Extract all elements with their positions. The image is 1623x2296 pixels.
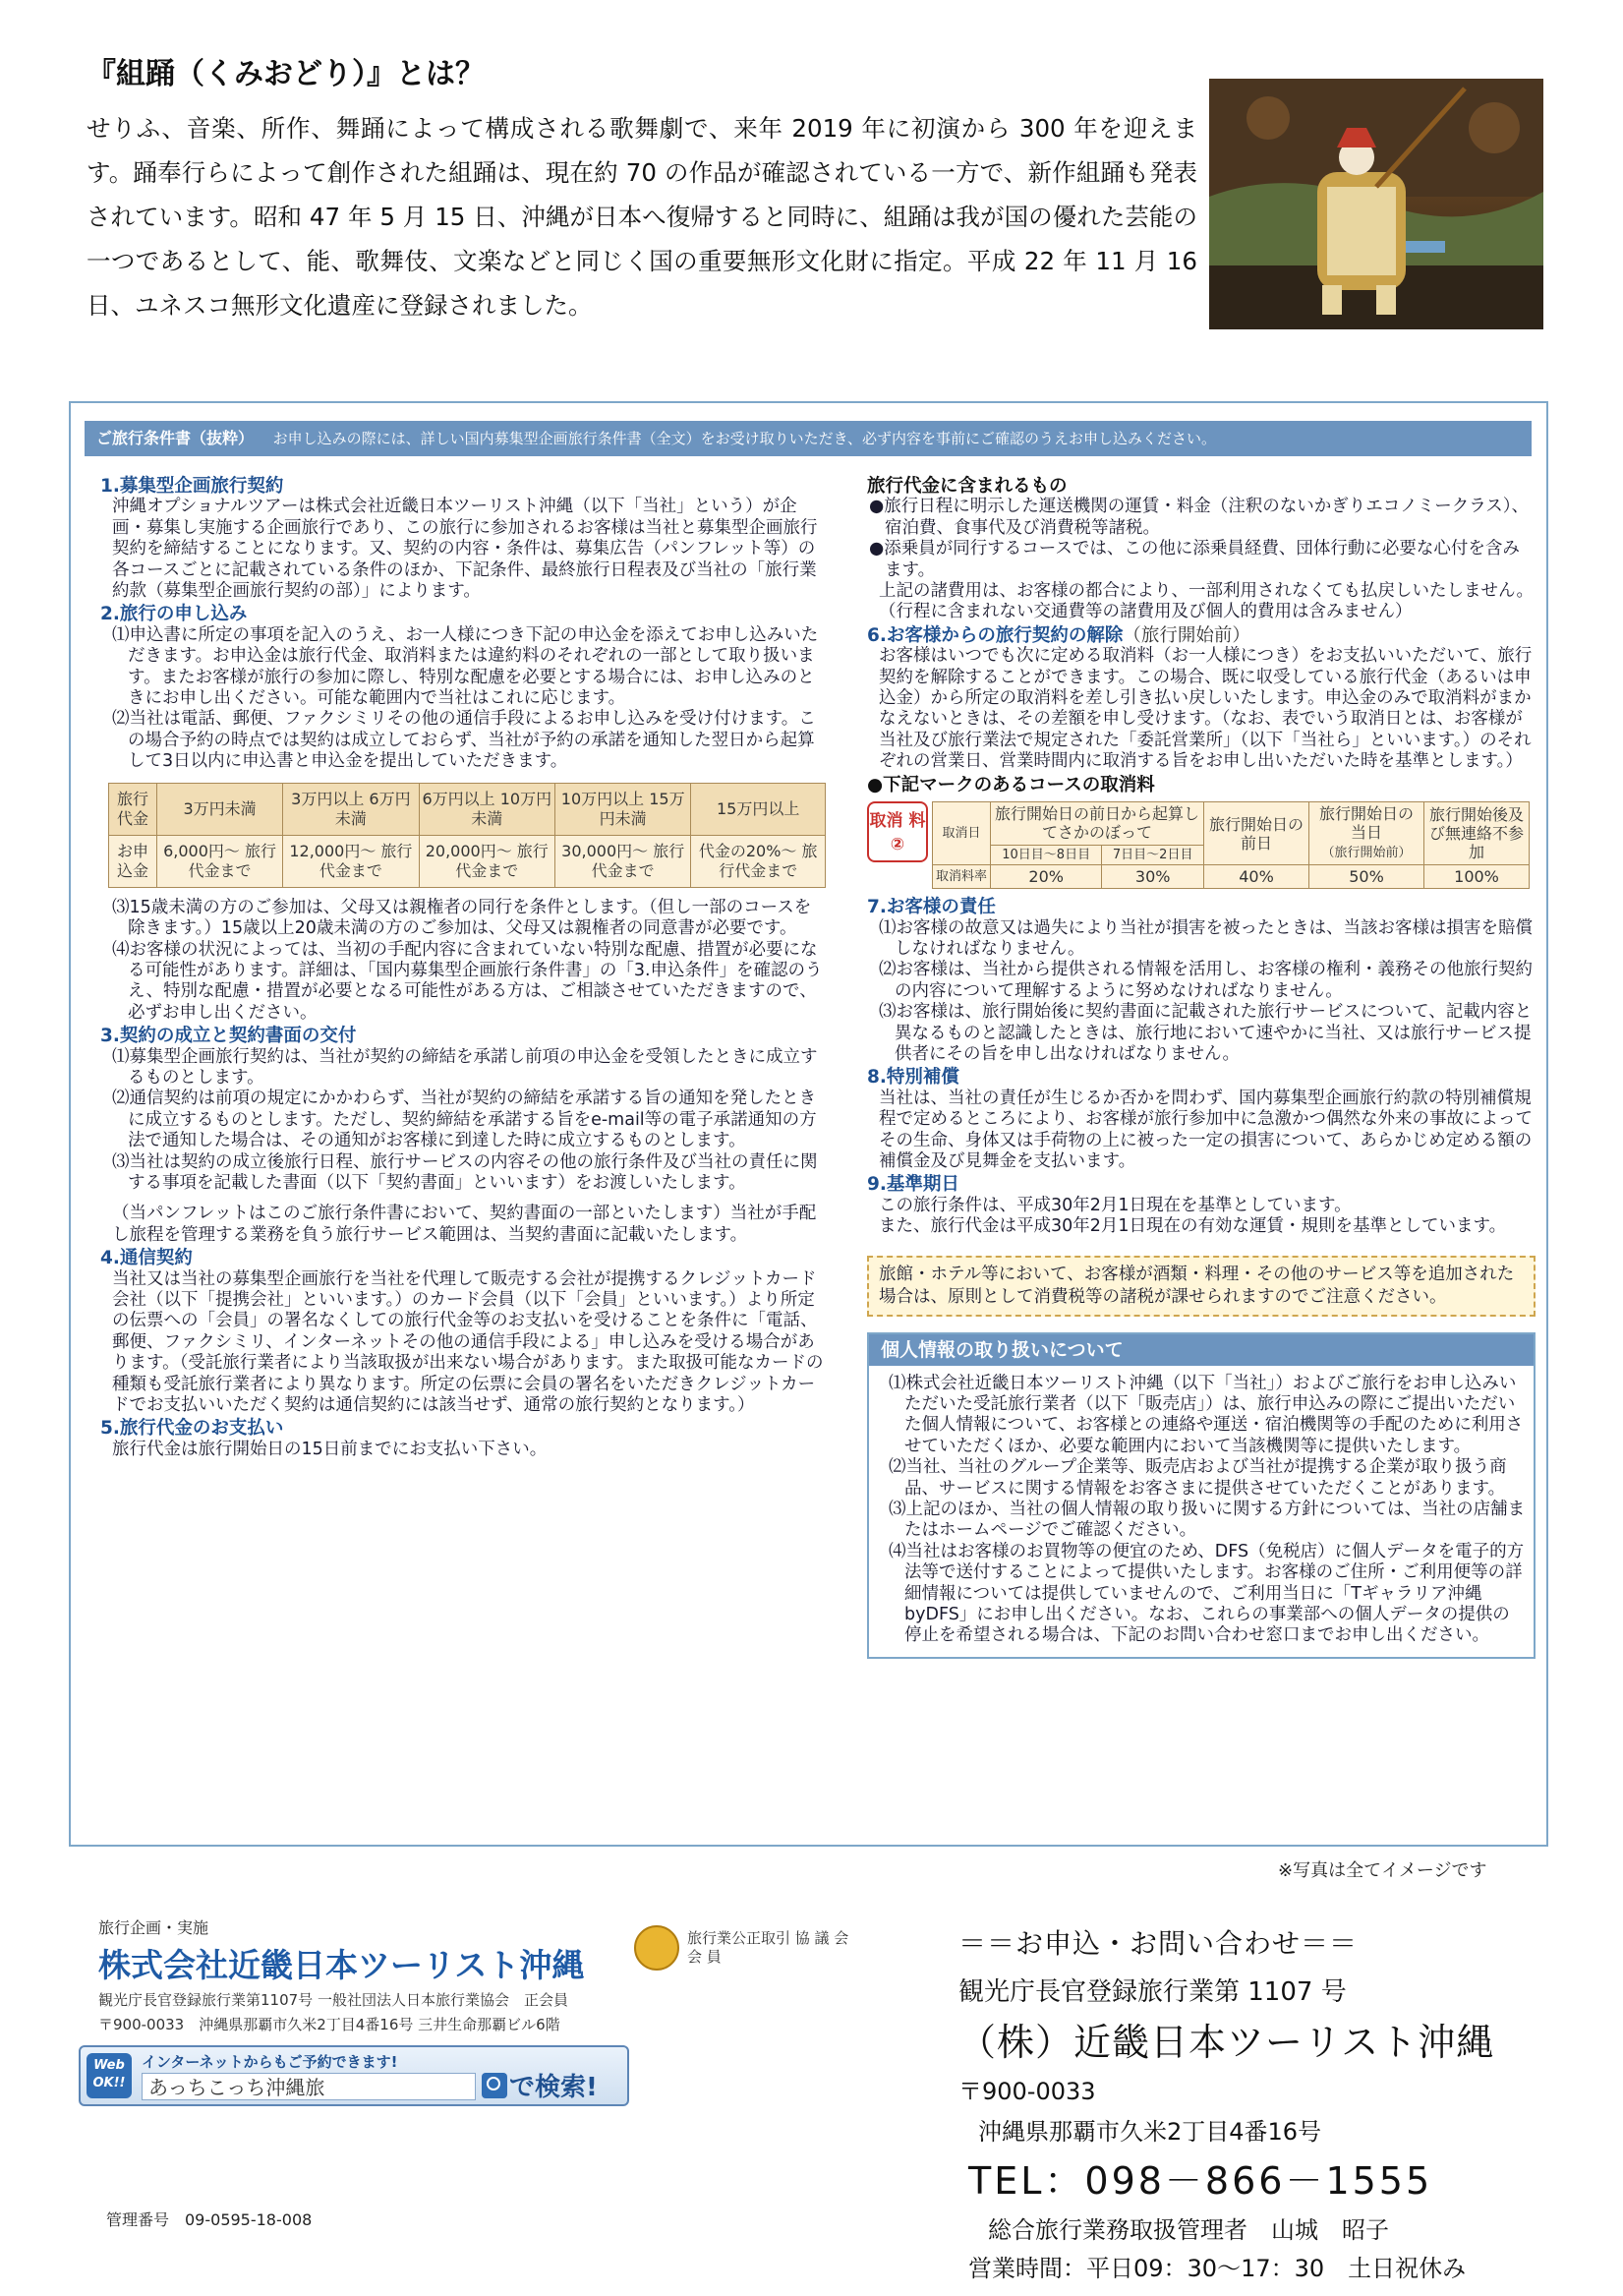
cancel-col3-note: （旅行開始前） bbox=[1321, 846, 1412, 861]
conditions-header-title: ご旅行条件書（抜粋） bbox=[96, 429, 255, 447]
conditions-header-note: お申し込みの際には、詳しい国内募集型企画旅行条件書（全文）をお受け取りいただき、必ず内容を事前にご確認のうえお申し込みください。 bbox=[272, 430, 1217, 447]
table-cell: 取消料率 bbox=[933, 865, 991, 889]
privacy-p2: ⑵当社、当社のグループ企業等、販売店および当社が提携する企業が取り扱う商品、サービスに関する情報をお客さまに提供させていただくことがあります。 bbox=[889, 1457, 1507, 1499]
tax-notice: 旅館・ホテル等において、お客様が酒類・料理・その他のサービス等を追加された場合は、原則として消費税等の諸税が課せられますのでご注意ください。 bbox=[867, 1256, 1536, 1317]
table-cell: 旅行開始日の前日から起算してさかのぼって bbox=[991, 802, 1204, 846]
management-number: 管理番号 09-0595-18-008 bbox=[106, 2210, 313, 2229]
table-cell bbox=[1309, 802, 1424, 865]
section-2-p4: ⑷お客様の状況によっては、当初の手配内容に含まれていない特別な配慮、措置が必要になる可能性があります。詳細は、「国内募集型企画旅行条件書」の「3.申込条件」を確認のうえ、特別な配慮・措置が必要となる可能性がある方は、ご相談させていただきますので、必ずお申し出ください。 bbox=[112, 939, 823, 1023]
conditions-header bbox=[85, 421, 1532, 456]
included-p2: ●添乗員が同行するコースでは、この他に添乗員経費、団体行動に必要な心付を含みます。 bbox=[869, 539, 1520, 580]
table-cell: 代金の20%～ 旅行代金まで bbox=[691, 835, 826, 887]
cancel-fee-table bbox=[932, 801, 1530, 889]
travel-conditions-box bbox=[69, 401, 1548, 1847]
table-row bbox=[933, 802, 1530, 846]
search-button[interactable]: で検索! bbox=[509, 2073, 598, 2102]
section-9-title: 9.基準期日 bbox=[867, 1174, 959, 1196]
section-9-p2: また、旅行代金は平成30年2月1日現在の有効な運賃・規則を基準としています。 bbox=[879, 1216, 1507, 1237]
section-2-p1: ⑴申込書に所定の事項を記入のうえ、お一人様につき下記の申込金を添えてお申し込みいただきます。お申込金は旅行代金、取消料または違約料のそれぞれの一部として取り扱います。またお客様が旅行の参加に際し、特別な配慮を必要とする場合には、お申し込みのときにお申し出ください。可能な範囲内で当社はこれに応じます。 bbox=[112, 624, 819, 709]
table-cell: 30,000円～ 旅行代金まで bbox=[554, 835, 690, 887]
contact-hours: 営業時間：平日09：30～17：30 土日祝休み bbox=[968, 2255, 1467, 2282]
section-4-text: 当社又は当社の募集型企画旅行を当社を代理して販売する会社が提携するクレジットカード会社（以下「提携会社」といいます。）のカード会員（以下「会員」といいます。）より所定の伝票への「会員」の署名なくしての旅行代金等のお支払いを受けることを条件に「電話、郵便、ファクシミリ、インターネットその他の通信手段による」申し込みを受ける場合があります。（受託旅行業者により当該取扱が出来ない場合があります。また取扱可能なカードの種類も受託旅行業者により異なります。所定の伝票に会員の署名をいただきクレジットカードでお支払いいただく契約は通信契約には該当せず、通常の旅行契約となります。） bbox=[112, 1268, 824, 1416]
table-cell: 40% bbox=[1204, 865, 1309, 889]
table-row bbox=[109, 783, 826, 835]
planning-label: 旅行企画・実施 bbox=[98, 1918, 209, 1937]
section-6-title bbox=[867, 625, 1536, 646]
organizer-company-name: 株式会社近畿日本ツーリスト沖縄 bbox=[98, 1946, 585, 1984]
privacy-body bbox=[869, 1366, 1534, 1657]
cancel-mark-badge: 取消 料② bbox=[867, 801, 928, 862]
contact-heading: ＝＝お申込・お問い合わせ＝＝ bbox=[958, 1927, 1359, 1960]
section-9-p1: この旅行条件は、平成30年2月1日現在を基準としています。 bbox=[879, 1195, 1352, 1215]
section-7-title: 7.お客様の責任 bbox=[867, 897, 996, 918]
section-8-title: 8.特別補償 bbox=[867, 1067, 959, 1089]
section-8-text: 当社は、当社の責任が生じるか否かを問わず、国内募集型企画旅行約款の特別補償規程で定めるところにより、お客様が旅行参加中に急激かつ偶然な外来の事故によってその生命、身体又は手荷物の上に被った一定の損害について、あらかじめ定める額の補償金及び見舞金を支払います。 bbox=[879, 1088, 1533, 1171]
table-cell: 3万円以上 6万円未満 bbox=[283, 783, 419, 835]
contact-registration: 観光庁長官登録旅行業第 1107 号 bbox=[958, 1977, 1347, 2007]
privacy-p1: ⑴株式会社近畿日本ツーリスト沖縄（以下「当社」）およびご旅行をお申し込みいただいた受託旅行業者（以下「販売店」）は、旅行申込みの際にご提出いただいた個人情報について、お客様との連絡や運送・宿泊機関等の手配のために利用させていただくほか、必要な範囲内において当該機関等に提供いたします。 bbox=[889, 1373, 1524, 1456]
section-4-title: 4.通信契約 bbox=[100, 1248, 193, 1269]
contact-phone: TEL：098－866－1555 bbox=[968, 2159, 1433, 2203]
association-badge bbox=[634, 1925, 850, 1971]
table-row bbox=[933, 865, 1530, 889]
table-cell: 20% bbox=[991, 865, 1102, 889]
cancel-col3-label: 旅行開始日の当日 bbox=[1319, 804, 1415, 843]
cancel-fee-block bbox=[867, 801, 1536, 889]
section-7-p3: ⑶お客様は、旅行開始後に契約書面に記載された旅行サービスについて、記載内容と異なるものと認識したときは、旅行地において速やかに当社、又は旅行サービス提供者にその旨を申し出なければなりません。 bbox=[879, 1002, 1533, 1064]
table-cell: お申込金 bbox=[109, 835, 157, 887]
section-2-p2: ⑵当社は電話、郵便、ファクシミリその他の通信手段によるお申し込みを受け付けます。この場合予約の時点では契約は成立しておらず、当社が予約の承諾を通知した翌日から起算して3日以内に申込書と申込金を提出していただきます。 bbox=[112, 709, 816, 772]
section-6-text: お客様はいつでも次に定める取消料（お一人様につき）をお支払いいただいて、旅行契約を解除することができます。この場合、既に収受している旅行代金（あるいは申込金）から所定の取消料を差し引き払い戻しいたします。申込金のみで取消料がまかなえないときは、その差額を申し受けます。（なお、表でいう取消日とは、お客様が当社及び旅行業法で規定された「委託営業所」（以下「当社ら」といいます。）のそれぞれの営業日、営業時間内に取消する旨をお申し出いただいた時を基準とします。） bbox=[879, 646, 1533, 772]
cancel-fee-title: ●下記マークのあるコースの取消料 bbox=[867, 774, 1155, 795]
deposit-table bbox=[108, 783, 826, 888]
table-cell: 旅行開始日の前日 bbox=[1204, 802, 1309, 865]
privacy-p3: ⑶上記のほか、当社の個人情報の取り扱いに関する方針については、当社の店舗またはホームページでご確認ください。 bbox=[889, 1500, 1526, 1541]
contact-manager: 総合旅行業務取扱管理者 山城 昭子 bbox=[988, 2216, 1389, 2244]
section-3-p3: ⑶当社は契約の成立後旅行日程、旅行サービスの内容その他の旅行条件及び当社の責任に関する事項を記載した書面（以下「契約書面」といいます）をお渡しいたします。 bbox=[112, 1151, 818, 1193]
table-cell: 旅行開始後及び無連絡不参加 bbox=[1424, 802, 1530, 865]
intro-title: 『組踊（くみおどり）』とは？ bbox=[87, 57, 485, 91]
conditions-right-column bbox=[867, 474, 1536, 1659]
privacy-box bbox=[867, 1332, 1536, 1659]
section-3-p2: ⑵通信契約は前項の規定にかかわらず、当社が契約の締結を承諾する旨の通知を発したときに成立するものとします。ただし、契約締結を承諾する旨をe-mail等の電子承諾通知の方法で通知した場合は、その通知がお客様に到達した時に成立するものとします。 bbox=[112, 1089, 817, 1151]
table-cell: 10日目～8日目 bbox=[991, 845, 1102, 864]
table-cell: 30% bbox=[1102, 865, 1204, 889]
section-6-title-note: （旅行開始前） bbox=[1123, 624, 1250, 646]
table-cell: 6万円以上 10万円未満 bbox=[419, 783, 554, 835]
table-cell: 6,000円～ 旅行代金まで bbox=[156, 835, 282, 887]
included-title: 旅行代金に含まれるもの bbox=[867, 476, 1068, 497]
section-5-title: 5.旅行代金のお支払い bbox=[100, 1418, 284, 1440]
dancer-illustration bbox=[1209, 79, 1543, 329]
included-p1: ●旅行日程に明示した運送機関の運賃・料金（注釈のないかぎりエコノミークラス）、宿泊費、食事代及び消費税等諸税。 bbox=[869, 497, 1529, 538]
table-cell: 15万円以上 bbox=[691, 783, 826, 835]
web-tagline: インターネットからもご予約できます! bbox=[142, 2053, 398, 2071]
intro-section bbox=[87, 49, 1197, 327]
privacy-title: 個人情報の取り扱いについて bbox=[869, 1334, 1534, 1366]
search-icon[interactable] bbox=[482, 2073, 507, 2098]
registration-line: 観光庁長官登録旅行業第1107号 一般社団法人日本旅行業協会 正会員 bbox=[98, 1991, 568, 2009]
association-seal-icon bbox=[634, 1925, 679, 1971]
section-3-p4: （当パンフレットはこのご旅行条件書において、契約書面の一部といたします）当社が手配し旅程を管理する業務を負う旅行サービス範囲は、当契約書面に記載いたします。 bbox=[112, 1204, 817, 1245]
section-2-title: 2.旅行の申し込み bbox=[100, 604, 248, 625]
table-cell: 7日目～2日目 bbox=[1102, 845, 1204, 864]
table-cell: 100% bbox=[1424, 865, 1530, 889]
table-cell: 旅行代金 bbox=[109, 783, 157, 835]
contact-company-name: （株）近畿日本ツーリスト沖縄 bbox=[958, 2021, 1495, 2064]
section-1-text: 沖縄オプショナルツアーは株式会社近畿日本ツーリスト沖縄（以下「当社」という）が企画・募集し実施する企画旅行であり、この旅行に参加されるお客様は当社と募集型企画旅行契約を締結することになります。又、契約の内容・条件は、募集広告（パンフレット等）の各コースごとに記載されている条件のほか、下記条件、最終旅行日程表及び当社の「旅行業約款（募集型企画旅行契約の部）」によります。 bbox=[112, 497, 818, 602]
section-6-title-text: 6.お客様からの旅行契約の解除 bbox=[867, 624, 1124, 646]
table-cell: 10万円以上 15万円未満 bbox=[554, 783, 690, 835]
web-search-banner[interactable] bbox=[79, 2045, 629, 2106]
privacy-p4: ⑷当社はお客様のお買物等の便宜のため、DFS（免税店）に個人データを電子的方法等で送付することによって提供いたします。お客様のご住所・ご利用便等の詳細情報については提供していませんので、ご利用当日に「Tギャラリア沖縄 byDFS」にお申し出ください。なお、これらの事業部への個人データの提供の停止を希望される場合は、下記のお問い合わせ窓口までお申し出ください。 bbox=[889, 1541, 1525, 1646]
address-line: 〒900-0033 沖縄県那覇市久米2丁目4番16号 三井生命那覇ビル6階 bbox=[98, 2016, 560, 2033]
intro-body: せりふ、音楽、所作、舞踊によって構成される歌舞劇で、来年 2019 年に初演から 300 年を迎えます。踊奉行らによって創作された組踊は、現在約 70 の作品が確認されている一方で、新作組踊も発表されています。昭和 47 年 5 月 15 日、沖縄が日本へ復帰すると同時に、組踊は我が国の優れた芸能の一つであるとして、能、歌舞伎、文楽などと同じく国の重要無形文化財に指定。平成 22 年 11 月 16 日、ユネスコ無形文化遺産に登録されました。 bbox=[87, 114, 1197, 320]
kumiodori-photo bbox=[1209, 79, 1543, 329]
section-3-p1: ⑴募集型企画旅行契約は、当社が契約の締結を承諾し前項の申込金を受領したときに成立するものとします。 bbox=[112, 1046, 818, 1088]
section-3-title: 3.契約の成立と契約書面の交付 bbox=[100, 1026, 357, 1047]
section-7-p2: ⑵お客様は、当社から提供される情報を活用し、お客様の権利・義務その他旅行契約の内容について理解するように努めなければなりません。 bbox=[879, 960, 1533, 1001]
table-cell: 20,000円～ 旅行代金まで bbox=[419, 835, 554, 887]
contact-block bbox=[958, 1922, 1588, 2283]
included-p3: 上記の諸費用は、お客様の都合により、一部利用されなくても払戻しいたしません。（行程に含まれない交通費等の諸費用及び個人的費用は含みません） bbox=[879, 581, 1535, 622]
table-cell: 3万円未満 bbox=[156, 783, 282, 835]
photo-note: ※写真は全てイメージです bbox=[1278, 1860, 1487, 1881]
section-2-p3: ⑶15歳未満の方のご参加は、父母又は親権者の同行を条件とします。（但し一部のコースを除きます。）15歳以上20歳未満の方のご参加は、父母又は親権者の同意書が必要です。 bbox=[112, 897, 812, 939]
contact-address: 沖縄県那覇市久米2丁目4番16号 bbox=[978, 2118, 1322, 2146]
search-input[interactable]: あっちこっち沖縄旅 bbox=[142, 2073, 476, 2100]
conditions-left-column bbox=[100, 474, 828, 1460]
table-cell: 取消日 bbox=[933, 802, 991, 865]
table-row bbox=[109, 835, 826, 887]
table-cell: 12,000円～ 旅行代金まで bbox=[283, 835, 419, 887]
table-cell: 50% bbox=[1309, 865, 1424, 889]
contact-zip: 〒900-0033 bbox=[958, 2078, 1096, 2105]
organizer-block bbox=[98, 1915, 649, 1986]
section-5-text: 旅行代金は旅行開始日の15日前までにお支払い下さい。 bbox=[112, 1439, 548, 1459]
section-7-p1: ⑴お客様の故意又は過失により当社が損害を被ったときは、当該お客様は損害を賠償しなければなりません。 bbox=[879, 917, 1533, 959]
association-text: 旅行業公正取引 協 議 会 会 員 bbox=[687, 1929, 849, 1966]
web-ok-badge: Web OK!! bbox=[87, 2053, 132, 2098]
section-1-title: 1.募集型企画旅行契約 bbox=[100, 476, 284, 497]
